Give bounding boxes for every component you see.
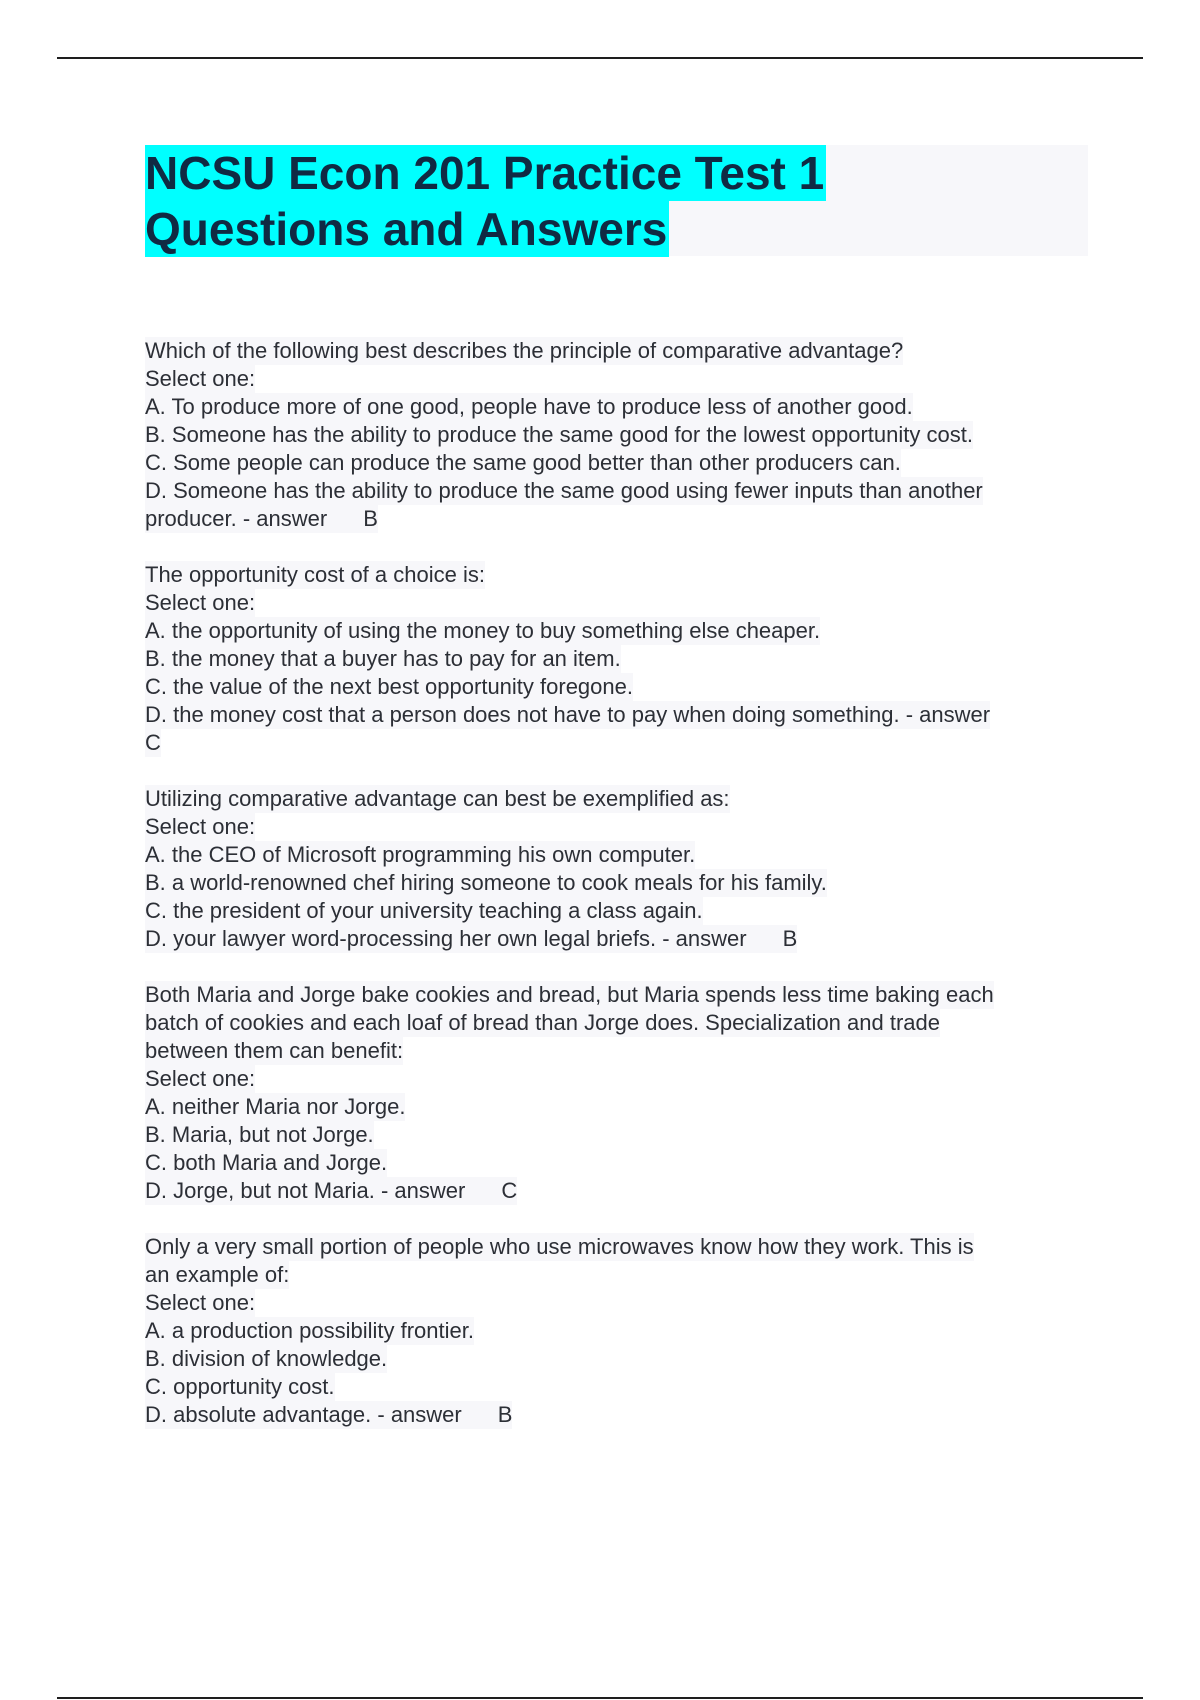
answer-letter: B	[363, 506, 378, 531]
question-4	[145, 981, 1088, 1205]
answer-letter: B	[782, 926, 798, 951]
question-stem: The opportunity cost of a choice is:	[145, 562, 485, 587]
select-label: Select one:	[145, 1290, 256, 1315]
select-label: Select one:	[145, 366, 256, 391]
bottom-rule	[57, 1697, 1143, 1699]
answer-line	[145, 925, 797, 953]
option-a: A. the opportunity of using the money to buy something else cheaper.	[145, 618, 821, 643]
question-stem-line-3: between them can benefit:	[145, 1038, 404, 1063]
option-c: C. both Maria and Jorge.	[145, 1150, 388, 1175]
title-line-1: NCSU Econ 201 Practice Test 1	[145, 147, 825, 199]
answer-prefix: D. your lawyer word-processing her own legal briefs. - answer	[145, 926, 747, 951]
question-stem: Which of the following best describes the principle of comparative advantage?	[145, 338, 904, 363]
select-label: Select one:	[145, 1066, 256, 1091]
option-a: A. a production possibility frontier.	[145, 1318, 474, 1343]
answer-line	[145, 1177, 517, 1205]
question-stem-line-2: an example of:	[145, 1262, 290, 1287]
answer-prefix: producer. - answer	[145, 506, 328, 531]
option-b: B. the money that a buyer has to pay for an item.	[145, 646, 621, 671]
answer-letter: C	[501, 1178, 518, 1203]
option-b: B. Maria, but not Jorge.	[145, 1122, 374, 1147]
answer-line	[145, 505, 378, 533]
answer-prefix: D. absolute advantage. - answer	[145, 1402, 462, 1427]
answer-prefix: D. Jorge, but not Maria. - answer	[145, 1178, 466, 1203]
answer-line	[145, 1401, 512, 1429]
option-d: D. the money cost that a person does not have to pay when doing something. - answer	[145, 702, 991, 727]
option-a: A. To produce more of one good, people have to produce less of another good.	[145, 394, 913, 419]
option-b: B. Someone has the ability to produce the same good for the lowest opportunity cost.	[145, 422, 973, 447]
question-stem-line-2: batch of cookies and each loaf of bread than Jorge does. Specialization and trade	[145, 1010, 940, 1035]
select-label: Select one:	[145, 814, 256, 839]
select-label: Select one:	[145, 590, 256, 615]
option-c: C. opportunity cost.	[145, 1374, 335, 1399]
title-block	[145, 145, 1088, 256]
question-3	[145, 785, 1088, 953]
option-b: B. a world-renowned chef hiring someone to cook meals for his family.	[145, 870, 827, 895]
question-stem: Utilizing comparative advantage can best be exemplified as:	[145, 786, 730, 811]
question-stem-line-1: Only a very small portion of people who use microwaves know how they work. This is	[145, 1234, 974, 1259]
option-b: B. division of knowledge.	[145, 1346, 388, 1371]
questions-list	[145, 337, 1088, 1457]
option-c: C. the president of your university teaching a class again.	[145, 898, 703, 923]
question-stem-line-1: Both Maria and Jorge bake cookies and bread, but Maria spends less time baking each	[145, 982, 994, 1007]
answer-letter: C	[145, 730, 161, 755]
option-c: C. Some people can produce the same good better than other producers can.	[145, 450, 901, 475]
option-d: D. Someone has the ability to produce the same good using fewer inputs than another	[145, 478, 983, 503]
question-1	[145, 337, 1088, 533]
option-a: A. the CEO of Microsoft programming his own computer.	[145, 842, 696, 867]
question-2	[145, 561, 1088, 757]
document-title	[145, 145, 1088, 257]
option-c: C. the value of the next best opportunity foregone.	[145, 674, 633, 699]
option-a: A. neither Maria nor Jorge.	[145, 1094, 406, 1119]
question-5	[145, 1233, 1088, 1429]
title-line-2: Questions and Answers	[145, 203, 668, 255]
answer-letter: B	[497, 1402, 513, 1427]
answer-line	[145, 729, 161, 757]
top-rule	[57, 57, 1143, 59]
